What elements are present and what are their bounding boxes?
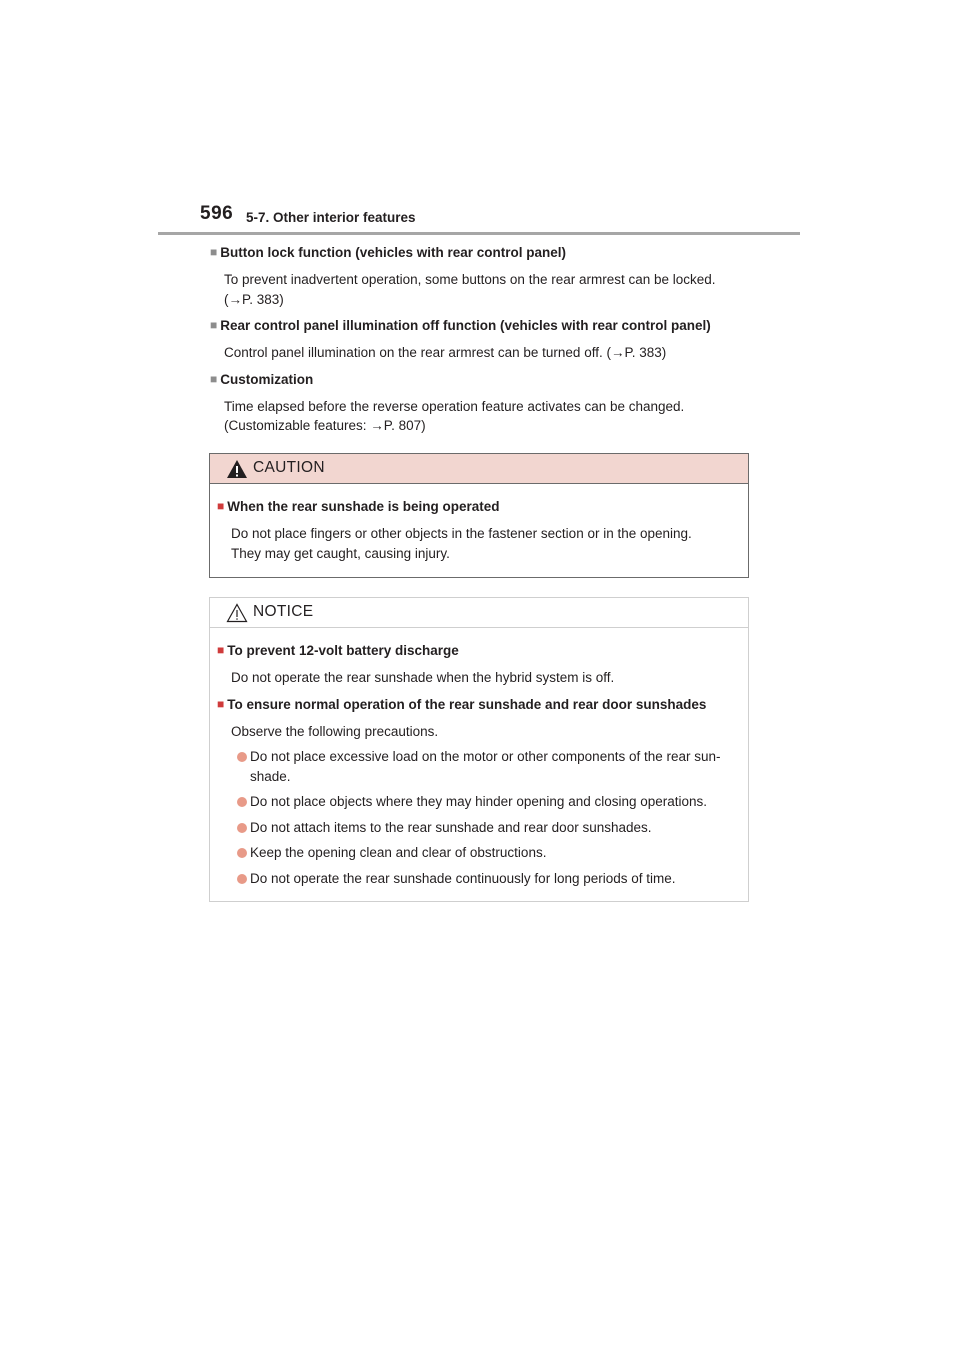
round-bullet-icon xyxy=(237,848,247,858)
intro-section xyxy=(210,243,770,443)
page-reference-link[interactable]: (→P. 383) xyxy=(224,291,284,307)
caution-box xyxy=(209,453,749,578)
page-reference-link[interactable]: (Customizable features: →P. 807) xyxy=(224,418,426,433)
square-bullet-icon: ■ xyxy=(217,643,225,657)
notice-header xyxy=(210,598,748,628)
round-bullet-icon xyxy=(237,797,247,807)
intro-item-illumination-off xyxy=(210,316,770,363)
warning-triangle-icon xyxy=(226,459,248,479)
item-text-line: Time elapsed before the reverse operation feature activates can be changed. xyxy=(224,398,685,414)
caution-header xyxy=(210,454,748,484)
round-bullet-icon xyxy=(237,874,247,884)
section-title: 5-7. Other interior features xyxy=(246,210,416,225)
item-text-line: To prevent inadvertent operation, some buttons on the rear armrest can be locked. xyxy=(224,272,716,287)
caution-text-line: They may get caught, causing injury. xyxy=(231,545,450,561)
item-heading: Customization xyxy=(220,371,314,387)
caution-heading: When the rear sunshade is being operated xyxy=(227,499,500,514)
header-divider xyxy=(158,232,800,235)
list-item: Do not place excessive load on the motor or other components of the rear sun- shade. xyxy=(217,747,748,786)
page-header xyxy=(200,203,800,235)
list-item: Do not operate the rear sunshade continuously for long periods of time. xyxy=(217,869,748,889)
round-bullet-icon xyxy=(237,823,247,833)
notice-label: NOTICE xyxy=(253,603,314,620)
intro-item-button-lock xyxy=(210,243,770,309)
notice-text: Do not operate the rear sunshade when the hybrid system is off. xyxy=(231,670,615,685)
intro-item-customization xyxy=(210,370,770,436)
square-bullet-icon: ■ xyxy=(210,371,218,386)
warning-triangle-outline-icon xyxy=(226,603,248,623)
page-number: 596 xyxy=(200,203,234,224)
list-item: Do not place objects where they may hinder opening and closing operations. xyxy=(217,792,748,812)
notice-text: Observe the following precautions. xyxy=(231,723,439,739)
square-bullet-icon: ■ xyxy=(210,245,218,259)
notice-heading: To prevent 12-volt battery discharge xyxy=(227,643,459,658)
caution-label: CAUTION xyxy=(253,459,325,476)
round-bullet-icon xyxy=(237,752,247,762)
list-item: Keep the opening clean and clear of obstructions. xyxy=(217,843,748,863)
square-bullet-icon: ■ xyxy=(210,318,218,332)
square-bullet-icon: ■ xyxy=(217,696,225,711)
caution-text-line: Do not place fingers or other objects in the fastener section or in the opening. xyxy=(231,526,692,541)
item-heading: Button lock function (vehicles with rear control panel) xyxy=(220,245,567,260)
item-text-line: Control panel illumination on the rear armrest can be turned off. (→P. 383) xyxy=(224,345,667,360)
notice-box xyxy=(209,597,749,902)
square-bullet-icon: ■ xyxy=(217,499,225,513)
item-heading: Rear control panel illumination off function (vehicles with rear control panel) xyxy=(220,318,711,333)
list-item: Do not attach items to the rear sunshade and rear door sunshades. xyxy=(217,818,748,838)
notice-heading: To ensure normal operation of the rear sunshade and rear door sunshades xyxy=(227,696,707,712)
